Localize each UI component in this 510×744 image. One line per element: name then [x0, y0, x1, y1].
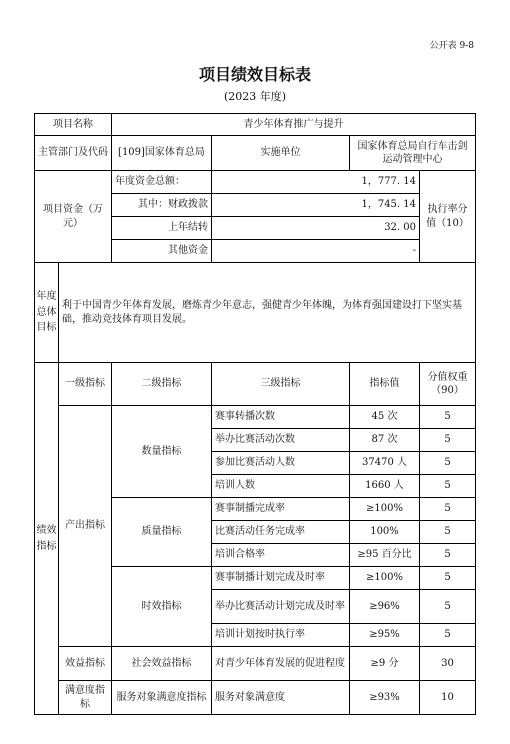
indicator-value: ≥100% [350, 567, 420, 590]
funds-total-label: 年度资金总额： [112, 171, 212, 194]
indicator-weight: 30 [420, 647, 476, 681]
indicator-weight: 10 [420, 681, 476, 715]
indicator-value: 37470 人 [350, 452, 420, 475]
performance-table [34, 113, 476, 715]
exec-rate-label: 执行率分值（10） [420, 171, 476, 263]
indicator-weight: 5 [420, 429, 476, 452]
indicator-value: ≥96% [350, 590, 420, 624]
indicator-value: ≥100% [350, 498, 420, 521]
level3-name: 赛事转播次数 [212, 406, 350, 429]
page-title: 项目绩效目标表 [198, 65, 311, 84]
level2-quantity: 数量指标 [112, 406, 212, 498]
indicator-weight: 5 [420, 475, 476, 498]
funds-carry-value: 32. 00 [212, 217, 420, 240]
level1-benefit: 效益指标 [59, 647, 112, 681]
indicator-value: ≥93% [350, 681, 420, 715]
project-name-value: 青少年体育推广与提升 [112, 114, 476, 136]
dept-value: [109]国家体育总局 [112, 136, 212, 171]
indicator-value: 100% [350, 521, 420, 544]
indicator-weight: 5 [420, 452, 476, 475]
project-name-label: 项目名称 [35, 114, 112, 136]
indicator-weight: 5 [420, 498, 476, 521]
level2-timeliness: 时效指标 [112, 567, 212, 647]
indicator-weight: 5 [420, 567, 476, 590]
funds-label: 项目资金（万元） [35, 171, 112, 263]
indicator-weight: 5 [420, 544, 476, 567]
funds-other-value: - [212, 240, 420, 263]
funds-carry-label: 上年结转 [112, 217, 212, 240]
level3-name: 培训计划按时执行率 [212, 624, 350, 647]
header-weight: 分值权重（90） [420, 363, 476, 406]
funds-other-label: 其他资金 [112, 240, 212, 263]
level3-name: 培训人数 [212, 475, 350, 498]
level1-output: 产出指标 [59, 406, 112, 647]
indicator-value: 87 次 [350, 429, 420, 452]
indicator-value: ≥95% [350, 624, 420, 647]
funds-fiscal-label: 其中：财政拨款 [112, 194, 212, 217]
indicator-value: 45 次 [350, 406, 420, 429]
dept-label: 主管部门及代码 [35, 136, 112, 171]
level2-quality: 质量指标 [112, 498, 212, 567]
level3-name: 培训合格率 [212, 544, 350, 567]
level3-name: 赛事制播完成率 [212, 498, 350, 521]
header-level2: 二级指标 [112, 363, 212, 406]
indicator-weight: 5 [420, 521, 476, 544]
funds-fiscal-value: 1，745. 14 [212, 194, 420, 217]
annual-goal-text: 利于中国青少年体育发展，磨炼青少年意志，强健青少年体魄，为体育强国建设打下坚实基础，推动竞技体育项目发展。 [59, 263, 476, 363]
indicator-weight: 5 [420, 624, 476, 647]
level3-name: 参加比赛活动人数 [212, 452, 350, 475]
annual-goal-label: 年度总体目标 [35, 263, 59, 363]
header-level3: 三级指标 [212, 363, 350, 406]
level3-name: 服务对象满意度 [212, 681, 350, 715]
indicator-weight: 5 [420, 590, 476, 624]
header-value: 指标值 [350, 363, 420, 406]
level3-name: 比赛活动任务完成率 [212, 521, 350, 544]
indicator-value: ≥95 百分比 [350, 544, 420, 567]
level2-social-benefit: 社会效益指标 [112, 647, 212, 681]
level3-name: 举办比赛活动次数 [212, 429, 350, 452]
indicator-value: 1660 人 [350, 475, 420, 498]
level3-name: 对青少年体育发展的促进程度 [212, 647, 350, 681]
indicator-weight: 5 [420, 406, 476, 429]
header-level1: 一级指标 [59, 363, 112, 406]
level1-satisfaction: 满意度指标 [59, 681, 112, 715]
indicator-value: ≥9 分 [350, 647, 420, 681]
impl-unit-value: 国家体育总局自行车击剑运动管理中心 [350, 136, 476, 171]
indicators-section-label: 绩效指标 [35, 363, 59, 715]
level3-name: 举办比赛活动计划完成及时率 [212, 590, 350, 624]
form-code: 公开表 9-8 [429, 41, 474, 51]
year-subtitle: (2023 年度) [223, 90, 287, 103]
funds-total-value: 1，777. 14 [212, 171, 420, 194]
impl-unit-label: 实施单位 [212, 136, 350, 171]
level2-service-satisfaction: 服务对象满意度指标 [112, 681, 212, 715]
level3-name: 赛事制播计划完成及时率 [212, 567, 350, 590]
